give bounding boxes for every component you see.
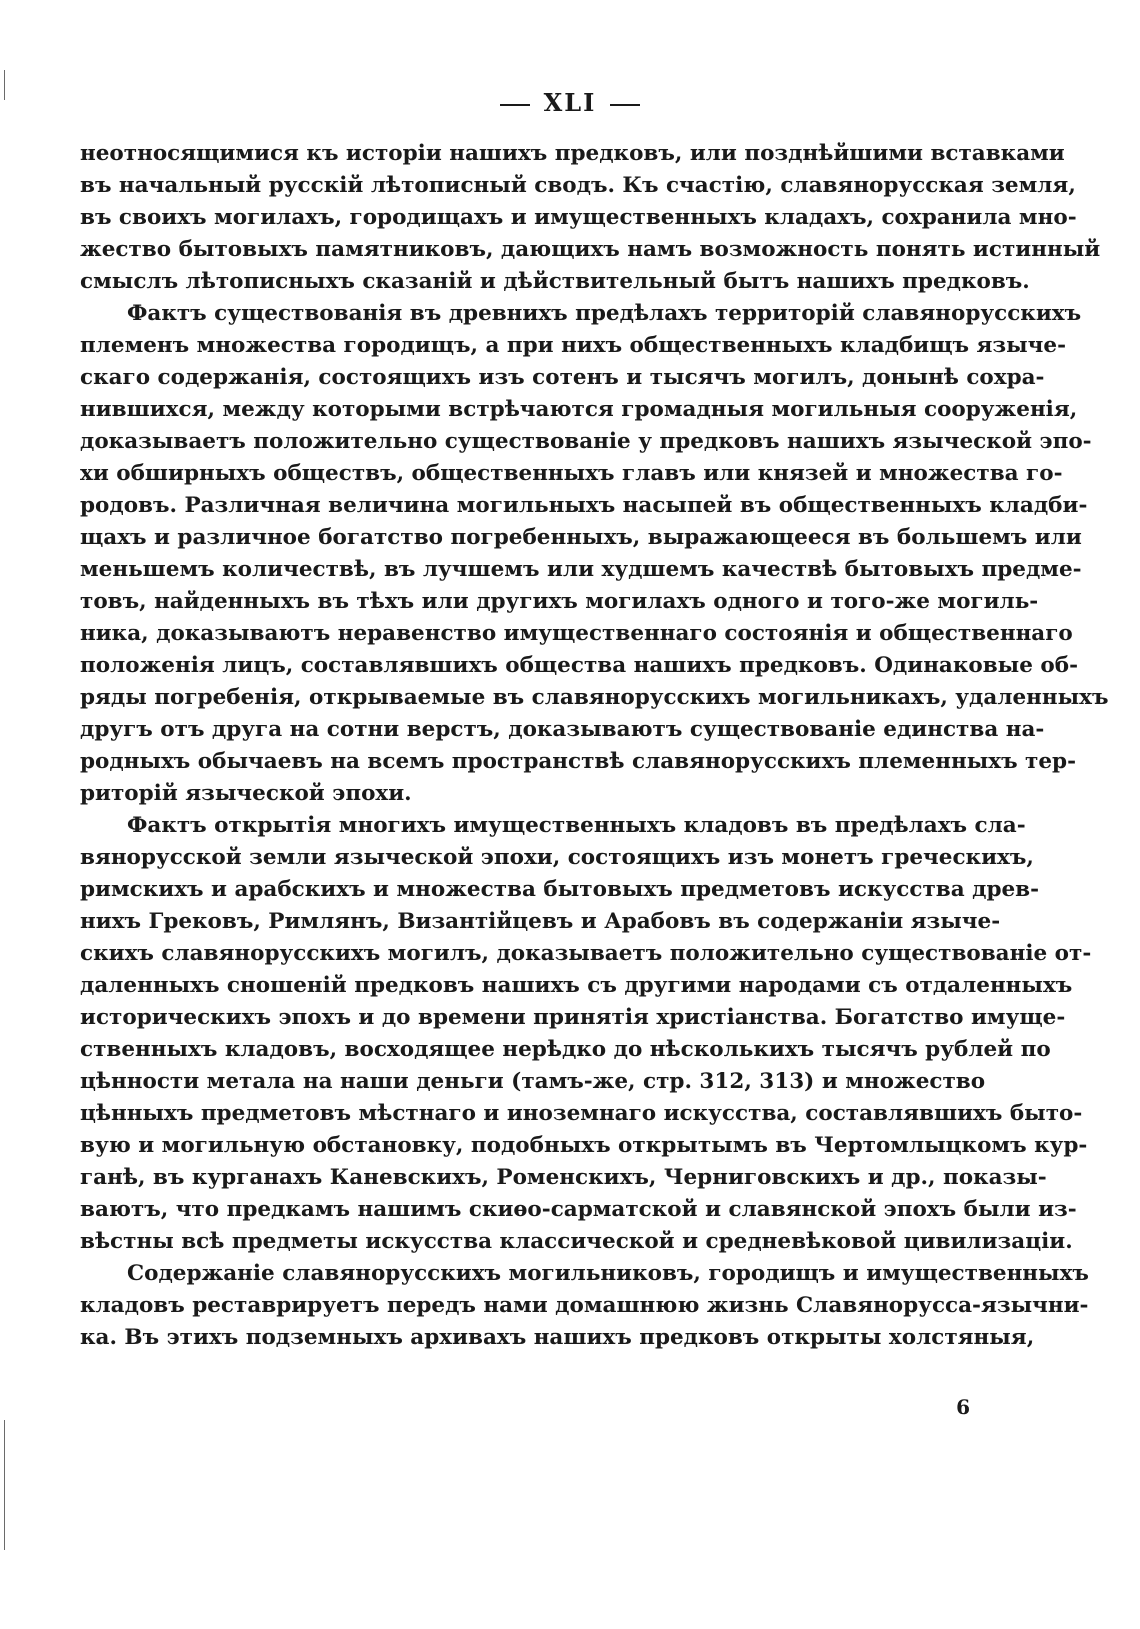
text-line: положенія лицъ, составлявшихъ общества нашихъ предковъ. Одинаковые об- xyxy=(80,653,1078,678)
text-line: ка. Въ этихъ подземныхъ архивахъ нашихъ предковъ открыты холстяныя, xyxy=(80,1325,1035,1350)
text-line: Фактъ существованія въ древнихъ предѣлахъ территорій славянорусскихъ xyxy=(127,301,1082,326)
text-line: вѣстны всѣ предметы искусства классической и средневѣковой цивилизаціи. xyxy=(80,1229,1073,1254)
scan-edge-left-bottom xyxy=(4,1420,5,1550)
text-line: въ начальный русскій лѣтописный сводъ. Къ счастію, славянорусская земля, xyxy=(80,173,1076,198)
text-line: родовъ. Различная величина могильныхъ насыпей въ общественныхъ кладби- xyxy=(80,493,1088,518)
text-line: даленныхъ сношеній предковъ нашихъ съ другими народами съ отдаленныхъ xyxy=(80,973,1073,998)
text-line: ственныхъ кладовъ, восходящее нерѣдко до нѣсколькихъ тысячъ рублей по xyxy=(80,1037,1051,1062)
text-line: меньшемъ количествѣ, въ лучшемъ или худшемъ качествѣ бытовыхъ предме- xyxy=(80,557,1082,582)
text-line: доказываетъ положительно существованіе у предковъ нашихъ языческой эпо- xyxy=(80,429,1092,454)
text-line: нихъ Грековъ, Римлянъ, Византійцевъ и Арабовъ въ содержаніи языче- xyxy=(80,909,1001,934)
text-line: жество бытовыхъ памятниковъ, дающихъ намъ возможность понять истинный xyxy=(80,237,1101,262)
running-header xyxy=(0,88,1140,117)
text-line: кладовъ реставрируетъ передъ нами домашнюю жизнь Славянорусса-язычни- xyxy=(80,1293,1089,1318)
text-line: скихъ славянорусскихъ могилъ, доказываетъ положительно существованіе от- xyxy=(80,941,1092,966)
text-line: вую и могильную обстановку, подобныхъ открытымъ въ Чертомлыцкомъ кур- xyxy=(80,1133,1088,1158)
text-line: Содержаніе славянорусскихъ могильниковъ, городищъ и имущественныхъ xyxy=(127,1261,1089,1286)
text-line: нившихся, между которыми встрѣчаются громадныя могильныя сооруженія, xyxy=(80,397,1078,422)
text-line: родныхъ обычаевъ на всемъ пространствѣ славянорусскихъ племенныхъ тер- xyxy=(80,749,1077,774)
signature-mark: 6 xyxy=(956,1395,970,1419)
text-line: вянорусской земли языческой эпохи, состоящихъ изъ монетъ греческихъ, xyxy=(80,845,1034,870)
text-line: смыслъ лѣтописныхъ сказаній и дѣйствительный бытъ нашихъ предковъ. xyxy=(80,269,1030,294)
text-line: неотносящимися къ исторіи нашихъ предковъ, или позднѣйшими вставками xyxy=(80,141,1065,166)
text-line: племенъ множества городищъ, а при нихъ общественныхъ кладбищъ языче- xyxy=(80,333,1066,358)
text-line: товъ, найденныхъ въ тѣхъ или другихъ могилахъ одного и того-же могиль- xyxy=(80,589,1039,614)
text-line: римскихъ и арабскихъ и множества бытовыхъ предметовъ искусства древ- xyxy=(80,877,1040,902)
text-line: риторій языческой эпохи. xyxy=(80,781,412,806)
text-line: цѣнныхъ предметовъ мѣстнаго и иноземнаго искусства, составлявшихъ быто- xyxy=(80,1101,1083,1126)
header-dash-left xyxy=(500,104,530,106)
text-line: ника, доказываютъ неравенство имущественнаго состоянія и общественнаго xyxy=(80,621,1073,646)
text-line: цѣнности метала на наши деньги (тамъ-же, стр. 312, 313) и множество xyxy=(80,1069,986,1094)
text-line: ряды погребенія, открываемые въ славянорусскихъ могильникахъ, удаленныхъ xyxy=(80,685,1109,710)
text-line: ганѣ, въ курганахъ Каневскихъ, Роменскихъ, Черниговскихъ и др., показы- xyxy=(80,1165,1047,1190)
text-line: скаго содержанія, состоящихъ изъ сотенъ и тысячъ могилъ, донынѣ сохра- xyxy=(80,365,1045,390)
text-line: другъ отъ друга на сотни верстъ, доказываютъ существованіе единства на- xyxy=(80,717,1045,742)
text-line: ваютъ, что предкамъ нашимъ скиѳо-сарматской и славянской эпохъ были из- xyxy=(80,1197,1077,1222)
text-line: щахъ и различное богатство погребенныхъ, выражающееся въ большемъ или xyxy=(80,525,1082,550)
text-line: историческихъ эпохъ и до времени принятія христіанства. Богатство имуще- xyxy=(80,1005,1066,1030)
text-line: Фактъ открытія многихъ имущественныхъ кладовъ въ предѣлахъ сла- xyxy=(127,813,1026,838)
text-line: въ своихъ могилахъ, городищахъ и имущественныхъ кладахъ, сохранила мно- xyxy=(80,205,1077,230)
text-line: хи обширныхъ обществъ, общественныхъ главъ или князей и множества го- xyxy=(80,461,1063,486)
header-dash-right xyxy=(610,104,640,106)
page-number-roman: XLI xyxy=(543,88,597,117)
